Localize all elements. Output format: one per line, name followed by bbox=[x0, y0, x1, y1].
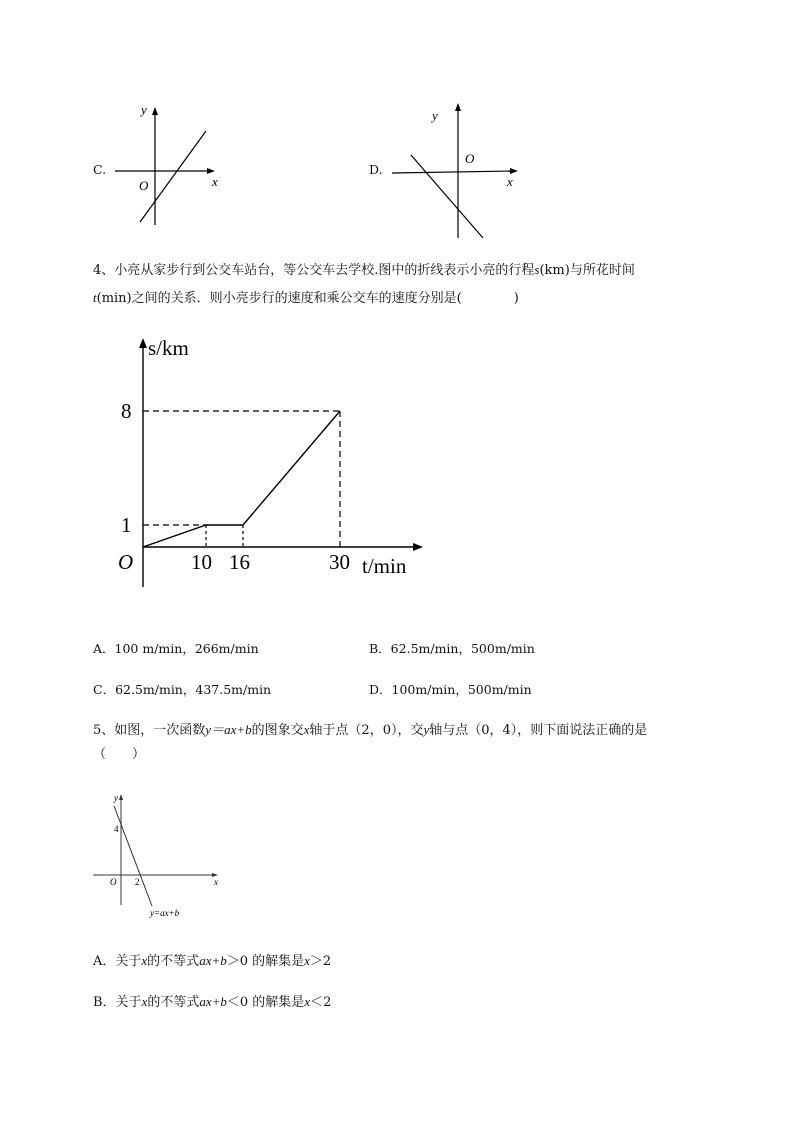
t-axis-label: t/min bbox=[362, 554, 407, 578]
option-text: 的不等式 bbox=[147, 995, 200, 1010]
function-line bbox=[114, 806, 152, 906]
question-text: 轴与点（0，4），则下面说法正确的是 bbox=[429, 723, 648, 738]
var-y: y bbox=[423, 722, 430, 737]
t-axis-arrow bbox=[413, 543, 423, 551]
var-x: x bbox=[141, 994, 148, 1009]
tick-x-2: 2 bbox=[135, 877, 140, 887]
option-text: 的不等式 bbox=[147, 954, 200, 969]
x-axis bbox=[392, 171, 513, 173]
var-t: t bbox=[93, 290, 97, 305]
option-text: ＞2 bbox=[309, 954, 332, 969]
question-4-line-2 bbox=[93, 289, 519, 308]
option-text: ＜2 bbox=[310, 995, 332, 1010]
equation: y＝ax+b bbox=[205, 722, 252, 737]
q4-option-b[interactable]: B．62.5m/min，500m/min bbox=[369, 641, 535, 656]
linear-function-graph bbox=[90, 790, 230, 920]
var-x: x bbox=[303, 722, 310, 737]
question-text: 与所花时间 bbox=[569, 263, 635, 278]
question-text: 小亮从家步行到公交车站台，等公交车去学校.图中的折线表示小亮的行程 bbox=[114, 263, 535, 278]
tick-y-4: 4 bbox=[114, 824, 119, 834]
tick-s-8: 8 bbox=[121, 399, 132, 423]
var-s: s bbox=[534, 262, 540, 277]
origin-label: O bbox=[465, 151, 475, 166]
origin-label: O bbox=[110, 877, 117, 887]
question-text: 轴于点（2，0），交 bbox=[309, 723, 424, 738]
y-axis-label: y bbox=[114, 793, 118, 803]
x-axis-label: x bbox=[214, 877, 218, 887]
y-axis-arrow bbox=[455, 103, 461, 111]
y-axis-arrow bbox=[119, 794, 123, 800]
origin-label: O bbox=[118, 550, 134, 574]
q4-option-a[interactable]: A．100 m/min，266m/min bbox=[93, 641, 259, 656]
s-axis-arrow bbox=[139, 338, 147, 348]
graph-option-c bbox=[110, 100, 230, 230]
q5-option-a[interactable] bbox=[93, 952, 331, 971]
question-number: 4、 bbox=[93, 263, 115, 278]
graph-option-d bbox=[385, 100, 525, 240]
y-axis-arrow bbox=[152, 107, 158, 115]
y-axis-label: y bbox=[141, 102, 147, 117]
expression: ax+b bbox=[199, 994, 227, 1009]
distance-time-graph bbox=[110, 335, 430, 595]
question-5-answer-paren: （ ） bbox=[93, 747, 146, 762]
line-label: y=ax+b bbox=[150, 908, 180, 918]
option-c-label: C. bbox=[93, 162, 107, 177]
origin-label: O bbox=[139, 178, 149, 193]
question-5-line-1 bbox=[93, 721, 647, 740]
q4-option-c[interactable]: C．62.5m/min，437.5m/min bbox=[93, 682, 272, 697]
option-text: ＞0 的解集是 bbox=[226, 954, 305, 969]
question-number: 5、 bbox=[93, 723, 115, 738]
option-text: A．关于 bbox=[93, 954, 142, 969]
tick-s-1: 1 bbox=[121, 513, 132, 537]
s-axis-label: s/km bbox=[148, 336, 189, 360]
unit-km: (km) bbox=[539, 263, 570, 278]
option-text: B．关于 bbox=[93, 995, 142, 1010]
y-axis-label: y bbox=[432, 108, 438, 123]
x-axis-label: x bbox=[507, 174, 513, 189]
option-d-label: D. bbox=[369, 162, 383, 177]
unit-min: (min) bbox=[96, 291, 132, 306]
function-line bbox=[411, 155, 483, 238]
q4-option-d[interactable]: D．100m/min，500m/min bbox=[369, 682, 532, 697]
tick-t-10: 10 bbox=[191, 550, 212, 574]
tick-t-30: 30 bbox=[329, 550, 350, 574]
q5-option-b[interactable] bbox=[93, 993, 331, 1012]
x-axis-label: x bbox=[212, 174, 218, 189]
journey-polyline bbox=[143, 411, 340, 547]
question-text: 的图象交 bbox=[251, 723, 304, 738]
question-text: 如图，一次函数 bbox=[114, 723, 206, 738]
option-text: ＜0 的解集是 bbox=[226, 995, 305, 1010]
tick-t-16: 16 bbox=[229, 550, 250, 574]
var-x: x bbox=[304, 953, 310, 968]
question-text: 之间的关系．则小亮步行的速度和乘公交车的速度分别是( ) bbox=[131, 291, 519, 306]
var-x: x bbox=[304, 994, 311, 1009]
function-line bbox=[140, 131, 206, 222]
var-x: x bbox=[141, 953, 148, 968]
expression: ax+b bbox=[199, 953, 227, 968]
question-4-line-1 bbox=[93, 261, 635, 280]
